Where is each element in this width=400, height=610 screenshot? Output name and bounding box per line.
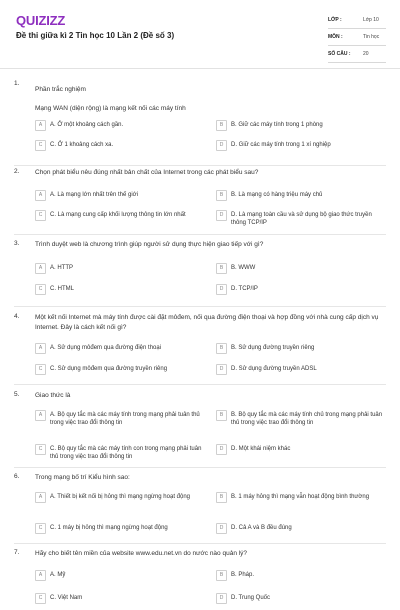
option-key-box: B bbox=[216, 190, 227, 201]
answer-option-a[interactable] bbox=[35, 190, 201, 207]
question-number: 5. bbox=[14, 391, 20, 398]
option-text: D. Trung Quốc bbox=[231, 595, 271, 601]
option-key-box: B bbox=[216, 570, 227, 581]
answer-option-b[interactable] bbox=[216, 263, 382, 280]
worksheet-title: Đề thi giữa kì 2 Tin học 10 Lần 2 (Đề số 3) bbox=[16, 31, 175, 40]
question-number: 2. bbox=[14, 168, 20, 175]
option-key-box: C bbox=[35, 364, 46, 375]
answer-option-d[interactable] bbox=[216, 210, 382, 227]
option-key-box: A bbox=[35, 343, 46, 354]
option-key-box: C bbox=[35, 593, 46, 604]
option-text: C. Ở 1 khoảng cách xa. bbox=[50, 142, 114, 148]
answer-option-b[interactable] bbox=[216, 120, 382, 137]
option-key-box: C bbox=[35, 284, 46, 295]
option-text: A. Là mạng lớn nhất trên thế giới bbox=[50, 192, 138, 198]
option-key-box: A bbox=[35, 492, 46, 503]
answer-option-b[interactable] bbox=[216, 570, 382, 587]
option-text: B. Là mạng có hàng triệu máy chủ bbox=[231, 192, 323, 198]
answer-option-d[interactable] bbox=[216, 284, 382, 301]
worksheet-header bbox=[0, 0, 400, 70]
answer-option-a[interactable] bbox=[35, 570, 201, 587]
meta-label: SỐ CÂU : bbox=[328, 51, 351, 57]
answer-option-a[interactable] bbox=[35, 410, 201, 427]
question-number: 6. bbox=[14, 473, 20, 480]
option-key-box: B bbox=[216, 492, 227, 503]
meta-value: Tin học bbox=[363, 34, 380, 40]
option-key-box: B bbox=[216, 263, 227, 274]
answer-option-a[interactable] bbox=[35, 263, 201, 280]
question-divider bbox=[14, 306, 386, 307]
answer-option-b[interactable] bbox=[216, 492, 382, 509]
answer-option-d[interactable] bbox=[216, 593, 382, 610]
option-text: A. HTTP bbox=[50, 265, 74, 271]
header-divider bbox=[0, 68, 400, 69]
meta-value: Lớp 10 bbox=[363, 17, 379, 23]
option-text: B. Giữ các máy tính trong 1 phòng bbox=[231, 122, 323, 128]
meta-value: 20 bbox=[363, 51, 369, 57]
option-key-box: D bbox=[216, 444, 227, 455]
option-key-box: A bbox=[35, 570, 46, 581]
option-text: A. Mỹ bbox=[50, 572, 66, 578]
answer-option-c[interactable] bbox=[35, 140, 201, 157]
meta-row-class bbox=[328, 12, 386, 29]
answer-option-c[interactable] bbox=[35, 593, 201, 610]
option-key-box: B bbox=[216, 120, 227, 131]
option-key-box: A bbox=[35, 190, 46, 201]
answer-option-c[interactable] bbox=[35, 444, 201, 461]
question-text: Trình duyệt web là chương trình giúp người sử dụng thực hiện giao tiếp với gì? bbox=[35, 241, 264, 248]
option-text: C. Bộ quy tắc mà các máy tính con trong mạng phải tuân thủ trong việc trao đổi thông tin bbox=[50, 446, 202, 460]
option-text: B. WWW bbox=[231, 265, 256, 271]
option-text: C. HTML bbox=[50, 286, 74, 292]
answer-option-c[interactable] bbox=[35, 364, 201, 381]
option-key-box: C bbox=[35, 140, 46, 151]
option-key-box: C bbox=[35, 210, 46, 221]
answer-option-a[interactable] bbox=[35, 120, 201, 137]
answer-option-d[interactable] bbox=[216, 140, 382, 157]
worksheet-meta bbox=[328, 12, 386, 63]
option-text: A. Ở một khoảng cách gần. bbox=[50, 122, 124, 128]
option-key-box: B bbox=[216, 410, 227, 421]
option-text: B. Bộ quy tắc mà các máy tính chủ trong mạng phải tuân thủ trong việc trao đổi thông tin bbox=[231, 412, 383, 426]
option-text: A. Bộ quy tắc mà các máy tính trong mạng phải tuân thủ trong việc trao đổi thông tin bbox=[50, 412, 200, 426]
question-text: Giao thức là bbox=[35, 392, 71, 399]
question-text: Chọn phát biểu nêu đúng nhất bản chất của Internet trong các phát biểu sau? bbox=[35, 169, 259, 176]
option-key-box: B bbox=[216, 343, 227, 354]
option-key-box: C bbox=[35, 523, 46, 534]
question-number: 7. bbox=[14, 549, 20, 556]
meta-row-subject bbox=[328, 29, 386, 46]
question-text: Hãy cho biết tên miền của website www.edu.net.vn do nước nào quản lý? bbox=[35, 550, 248, 557]
question-divider bbox=[14, 234, 386, 235]
option-key-box: D bbox=[216, 140, 227, 151]
option-text: C. Là mạng cung cấp khối lượng thông tin lớn nhất bbox=[50, 212, 186, 218]
option-text: D. Sử dụng đường truyền ADSL bbox=[231, 366, 317, 372]
quizizz-logo: QUIZIZZ bbox=[16, 13, 66, 28]
option-key-box: D bbox=[216, 284, 227, 295]
question-divider bbox=[14, 543, 386, 544]
option-text: B. 1 máy hỏng thì mạng vẫn hoạt động bình thường bbox=[231, 494, 370, 500]
answer-option-c[interactable] bbox=[35, 284, 201, 301]
meta-label: MÔN : bbox=[328, 34, 343, 40]
answer-option-d[interactable] bbox=[216, 444, 382, 461]
option-text: D. TCP/IP bbox=[231, 286, 258, 292]
answer-option-a[interactable] bbox=[35, 492, 201, 509]
question-text: Trong mạng bố trí Kiểu hình sao: bbox=[35, 474, 130, 481]
answer-option-d[interactable] bbox=[216, 523, 382, 540]
option-text: C. Sử dụng môđem qua đường truyền riêng bbox=[50, 366, 168, 372]
option-text: A. Sử dụng môđem qua đường điện thoại bbox=[50, 345, 162, 351]
question-divider bbox=[14, 165, 386, 166]
option-key-box: D bbox=[216, 523, 227, 534]
option-text: A. Thiết bị kết nối bị hỏng thì mạng ngừng hoạt động bbox=[50, 494, 191, 500]
option-text: D. Giữ các máy tính trong 1 xí nghiệp bbox=[231, 142, 331, 148]
option-text: D. Là mạng toàn cầu và sử dụng bộ giao thức truyền thông TCP/IP bbox=[231, 212, 372, 226]
meta-label: LỚP : bbox=[328, 17, 342, 23]
option-key-box: C bbox=[35, 444, 46, 455]
question-number: 4. bbox=[14, 313, 20, 320]
option-key-box: A bbox=[35, 410, 46, 421]
option-text: B. Sử dụng đường truyền riêng bbox=[231, 345, 315, 351]
option-text: D. Cả A và B đều đúng bbox=[231, 525, 292, 531]
answer-option-a[interactable] bbox=[35, 343, 201, 360]
question-divider bbox=[14, 467, 386, 468]
option-text: B. Pháp. bbox=[231, 572, 255, 578]
option-text: C. 1 máy bị hỏng thì mạng ngừng hoạt động bbox=[50, 525, 168, 531]
answer-option-c[interactable] bbox=[35, 210, 201, 227]
option-text: D. Một khái niệm khác bbox=[231, 446, 291, 452]
option-key-box: D bbox=[216, 364, 227, 375]
option-text: C. Việt Nam bbox=[50, 595, 83, 601]
option-key-box: D bbox=[216, 210, 227, 221]
answer-option-c[interactable] bbox=[35, 523, 201, 540]
option-key-box: A bbox=[35, 120, 46, 131]
question-number: 3. bbox=[14, 240, 20, 247]
question-divider bbox=[14, 384, 386, 385]
answer-option-d[interactable] bbox=[216, 364, 382, 381]
question-text: Phần trắc nghiệm Mạng WAN (diện rộng) là mạng kết nối các máy tính bbox=[35, 86, 186, 112]
question-number: 1. bbox=[14, 80, 20, 87]
option-key-box: A bbox=[35, 263, 46, 274]
answer-option-b[interactable] bbox=[216, 343, 382, 360]
answer-option-b[interactable] bbox=[216, 410, 382, 427]
question-text: Một kết nối Internet mà máy tính được cài đặt môđem, nối qua đường điện thoại và hợp đồng với nhà cung cấp dịch vụ Internet. Đây là cách kết nối gì? bbox=[35, 314, 379, 331]
meta-row-count bbox=[328, 46, 386, 63]
answer-option-b[interactable] bbox=[216, 190, 382, 207]
option-key-box: D bbox=[216, 593, 227, 604]
